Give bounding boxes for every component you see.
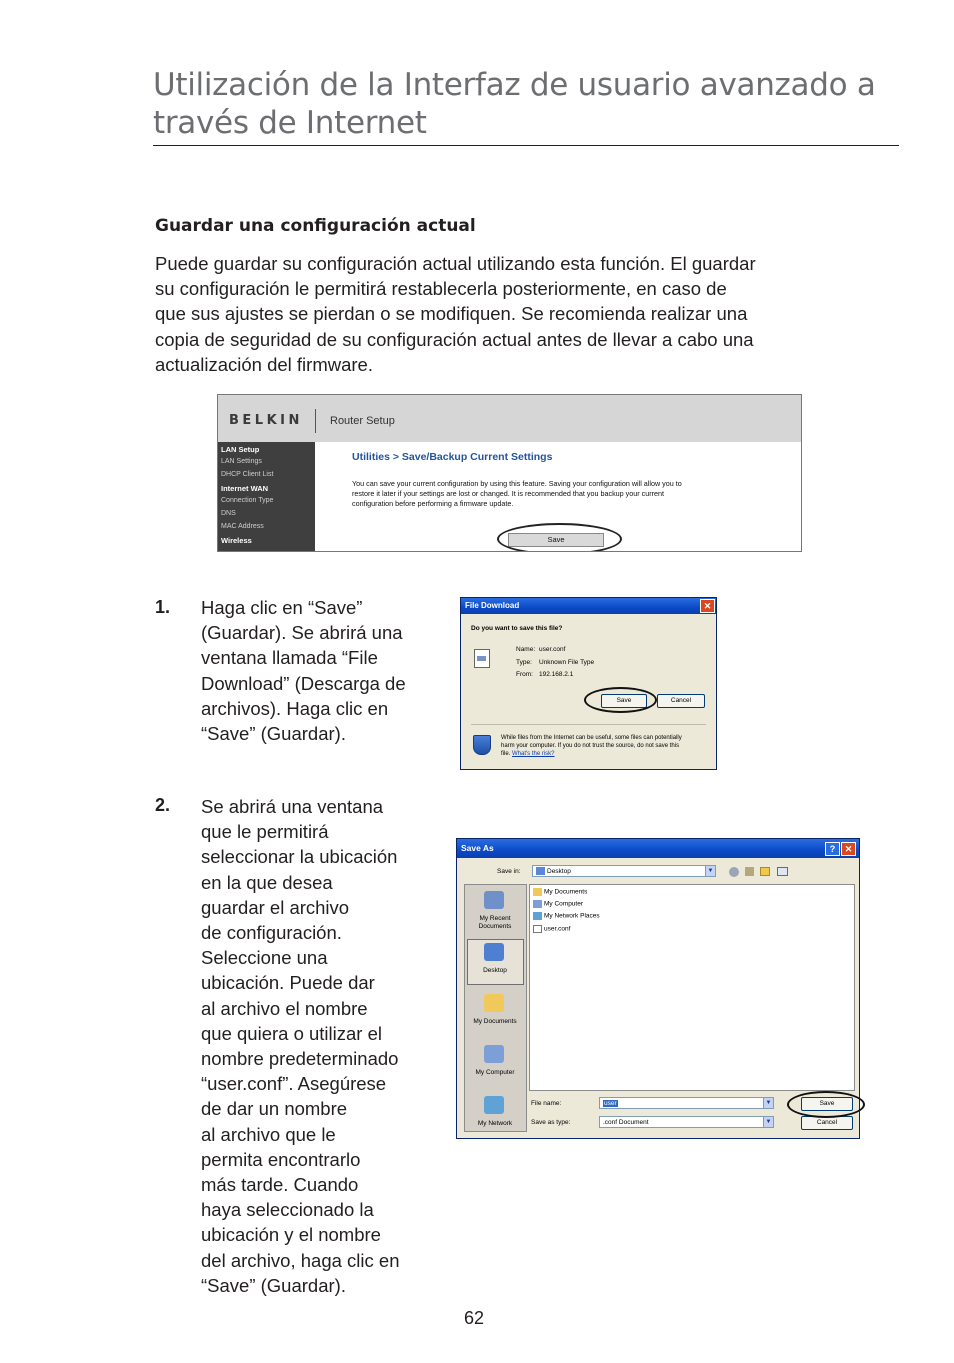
- sidebar-item-lan-settings[interactable]: LAN Settings: [221, 458, 262, 465]
- file-icon: [533, 925, 542, 933]
- step-1-number: 1.: [155, 597, 171, 617]
- my-documents-icon[interactable]: [484, 994, 504, 1012]
- shield-icon: [473, 735, 491, 755]
- page-title-line-1: Utilización de la Interfaz de usuario avanzado a: [153, 67, 876, 103]
- step-line: Seleccione una: [201, 947, 328, 969]
- step-2-text: [201, 794, 436, 1298]
- chevron-down-icon[interactable]: ▼: [705, 865, 716, 877]
- step-line: “Save” (Guardar).: [201, 1274, 346, 1296]
- from-value: 192.168.2.1: [539, 671, 574, 678]
- step-line: ubicación. Puede dar: [201, 972, 375, 994]
- list-item-label: My Network Places: [544, 912, 600, 920]
- router-description: [352, 479, 752, 509]
- up-folder-icon[interactable]: [745, 867, 754, 876]
- save-in-value: Desktop: [547, 868, 571, 875]
- file-name-value: user: [604, 1100, 617, 1107]
- list-item-label: My Computer: [544, 900, 584, 908]
- new-folder-icon[interactable]: [760, 867, 770, 876]
- step-line: “Save” (Guardar).: [201, 723, 346, 745]
- step-line: de configuración.: [201, 922, 342, 944]
- network-icon: [533, 912, 542, 920]
- risk-link[interactable]: What's the risk?: [512, 751, 555, 757]
- sidebar-item-dns[interactable]: DNS: [221, 510, 236, 517]
- desktop-icon: [536, 867, 545, 875]
- step-line: al archivo que le: [201, 1123, 336, 1145]
- step-line: en la que desea: [201, 871, 333, 893]
- page-number: 62: [464, 1308, 485, 1328]
- router-description-line: configuration before performing a firmware update.: [352, 499, 514, 508]
- place-my-computer[interactable]: My Computer: [475, 1069, 515, 1076]
- step-line: guardar el archivo: [201, 896, 350, 918]
- dialog-question: Do you want to save this file?: [471, 625, 563, 632]
- save-button[interactable]: Save: [801, 1097, 853, 1111]
- step-line: permita encontrarlo: [201, 1148, 361, 1170]
- places-bar: [464, 884, 527, 1132]
- folder-icon: [533, 888, 542, 896]
- router-description-line: You can save your current configuration by using this feature. Saving your configuration will allow you to: [352, 479, 682, 488]
- intro-line: que sus ajustes se pierdan o se modifiquen. Se recomienda realizar una: [155, 303, 748, 325]
- step-1-text: [201, 595, 436, 746]
- step-line: que quiera o utilizar el: [201, 1022, 382, 1044]
- highlight-ellipse: [497, 523, 622, 552]
- step-line: más tarde. Cuando: [201, 1174, 359, 1196]
- step-line: nombre predeterminado: [201, 1048, 399, 1070]
- header-divider: [315, 409, 316, 433]
- router-page-heading: Utilities > Save/Backup Current Settings: [352, 451, 553, 463]
- list-item-label: user.conf: [544, 925, 571, 933]
- save-button[interactable]: Save: [601, 694, 647, 708]
- file-icon: [474, 649, 490, 668]
- computer-icon: [533, 900, 542, 908]
- intro-paragraph: [155, 251, 845, 377]
- file-list: [529, 884, 855, 1091]
- router-description-line: restore it later if your settings are lost or changed. It is recommended that you backup your current: [352, 489, 665, 498]
- place-my-documents[interactable]: My Documents: [473, 1018, 517, 1025]
- highlight-ellipse: [584, 687, 657, 713]
- warning-line: harm your computer. If you do not trust the source, do not save this: [501, 743, 680, 749]
- back-icon[interactable]: [729, 867, 739, 877]
- step-line: seleccionar la ubicación: [201, 846, 398, 868]
- list-item[interactable]: [533, 888, 587, 896]
- network-icon[interactable]: [484, 1096, 504, 1114]
- cancel-button[interactable]: Cancel: [657, 694, 705, 708]
- step-line: ventana llamada “File: [201, 647, 378, 669]
- from-label: From:: [516, 671, 533, 678]
- step-line: “user.conf”. Asegúrese: [201, 1073, 387, 1095]
- warning-text: [501, 734, 682, 758]
- name-label: Name:: [516, 646, 536, 653]
- warning-line: file.: [501, 751, 511, 757]
- sidebar-item-lan-setup[interactable]: LAN Setup: [221, 445, 260, 454]
- save-type-value: .conf Document: [603, 1119, 649, 1126]
- title-divider: [153, 145, 899, 146]
- router-header-bar: [218, 395, 801, 442]
- file-download-dialog: [460, 597, 717, 770]
- file-name-label: File name:: [531, 1100, 562, 1107]
- save-in-select[interactable]: [532, 865, 706, 877]
- step-2-number: 2.: [155, 795, 171, 815]
- step-line: que le permitirá: [201, 821, 329, 843]
- cancel-button[interactable]: Cancel: [801, 1116, 853, 1130]
- name-value: user.conf: [539, 646, 566, 653]
- router-save-button[interactable]: Save: [508, 533, 604, 547]
- intro-line: su configuración le permitirá restablecerla posteriormente, en caso de: [155, 278, 727, 300]
- place-desktop[interactable]: Desktop: [483, 967, 507, 974]
- save-type-select[interactable]: [599, 1116, 764, 1128]
- belkin-logo: BELKIN: [229, 413, 303, 428]
- step-line: ubicación y el nombre: [201, 1224, 381, 1246]
- step-line: Download” (Descarga de: [201, 672, 406, 694]
- list-item[interactable]: [533, 900, 583, 908]
- step-line: (Guardar). Se abrirá una: [201, 622, 403, 644]
- view-menu-icon[interactable]: [777, 867, 788, 876]
- page-title: [153, 66, 898, 142]
- recent-documents-icon[interactable]: [484, 891, 504, 909]
- section-heading: Guardar una configuración actual: [155, 216, 476, 236]
- save-type-label: Save as type:: [531, 1119, 571, 1126]
- sidebar-item-internet-wan[interactable]: Internet WAN: [221, 484, 269, 493]
- step-line: archivos). Haga clic en: [201, 697, 389, 719]
- intro-line: actualización del firmware.: [155, 353, 373, 375]
- router-setup-screenshot: [217, 394, 802, 552]
- type-value: Unknown File Type: [539, 659, 595, 666]
- dialog-separator: [471, 724, 706, 725]
- close-icon[interactable]: ✕: [841, 842, 856, 856]
- step-line: de dar un nombre: [201, 1098, 348, 1120]
- router-setup-label: Router Setup: [330, 415, 395, 427]
- type-label: Type:: [516, 659, 532, 666]
- chevron-down-icon[interactable]: ▼: [763, 1097, 774, 1109]
- sidebar-item-connection-type[interactable]: Connection Type: [221, 497, 274, 504]
- intro-line: Puede guardar su configuración actual utilizando esta función. El guardar: [155, 253, 756, 274]
- highlight-ellipse: [787, 1091, 865, 1118]
- step-line: haya seleccionado la: [201, 1199, 374, 1221]
- sidebar-item-mac-address[interactable]: MAC Address: [221, 523, 264, 530]
- page-title-line-2: través de Internet: [153, 105, 427, 141]
- list-item[interactable]: [533, 925, 570, 933]
- close-icon[interactable]: ✕: [700, 599, 715, 613]
- place-my-network[interactable]: My Network: [477, 1120, 513, 1127]
- sidebar-item-wireless[interactable]: Wireless: [221, 536, 252, 545]
- step-line: Se abrirá una ventana: [201, 796, 384, 817]
- step-line: del archivo, haga clic en: [201, 1249, 400, 1271]
- dialog-title-bar: File Download: [461, 598, 716, 614]
- help-icon[interactable]: ?: [825, 842, 840, 856]
- warning-line: While files from the Internet can be useful, some files can potentially: [501, 735, 682, 741]
- list-item-label: My Documents: [544, 888, 588, 896]
- list-item[interactable]: [533, 912, 600, 920]
- intro-line: copia de seguridad de su configuración actual antes de llevar a cabo una: [155, 328, 754, 350]
- save-in-label: Save in:: [497, 868, 521, 875]
- file-name-input[interactable]: [599, 1097, 764, 1109]
- chevron-down-icon[interactable]: ▼: [763, 1116, 774, 1128]
- router-sidebar: [218, 442, 315, 551]
- dialog-title-bar: Save As: [457, 839, 859, 858]
- my-computer-icon[interactable]: [484, 1045, 504, 1063]
- place-my-recent-documents[interactable]: My Recent Documents: [478, 915, 512, 930]
- desktop-icon[interactable]: [484, 943, 504, 961]
- step-line: al archivo el nombre: [201, 997, 368, 1019]
- sidebar-item-dhcp-client-list[interactable]: DHCP Client List: [221, 471, 274, 478]
- step-line: Haga clic en “Save”: [201, 597, 363, 618]
